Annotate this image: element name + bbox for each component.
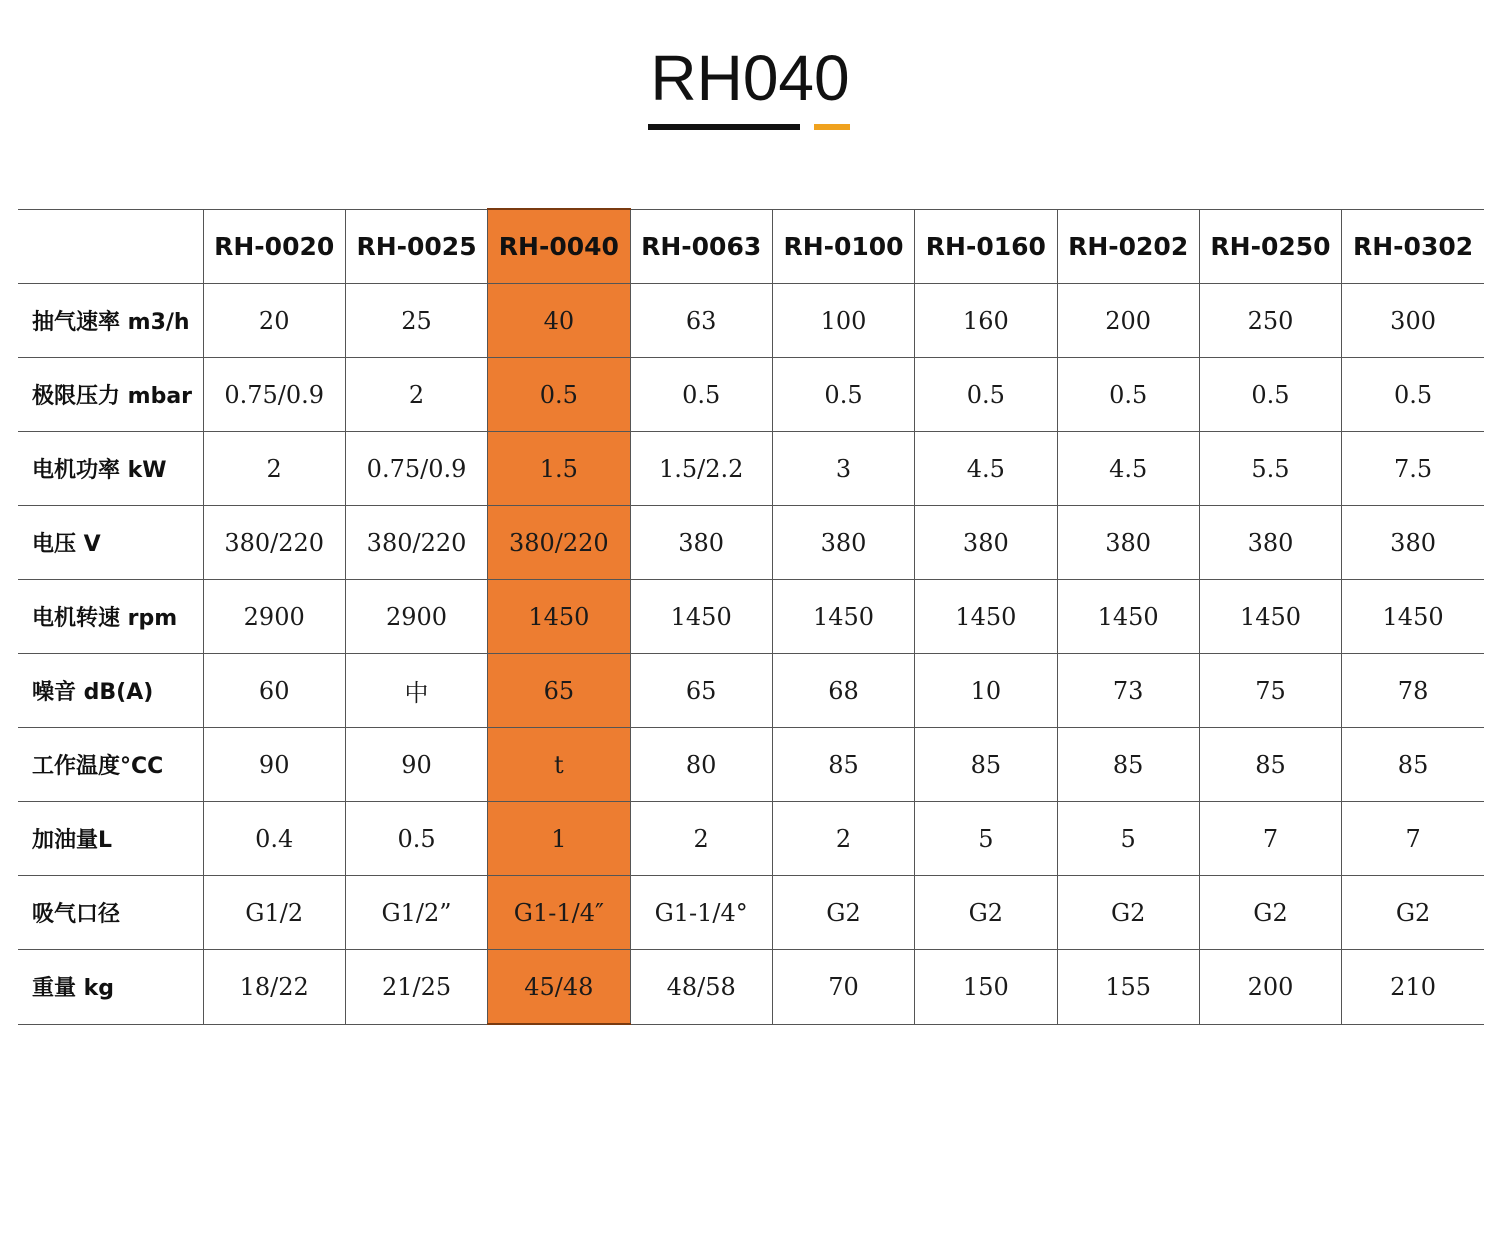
table-cell: 0.5 — [772, 358, 914, 432]
table-cell: G1/2” — [345, 876, 487, 950]
table-cell: 90 — [345, 728, 487, 802]
table-cell: 60 — [203, 654, 345, 728]
table-cell: 210 — [1342, 950, 1484, 1025]
table-cell: 68 — [772, 654, 914, 728]
model-header-rh-0250: RH-0250 — [1199, 209, 1341, 284]
table-cell: 0.5 — [1199, 358, 1341, 432]
table-cell: 300 — [1342, 284, 1484, 358]
table-cell: 380 — [630, 506, 772, 580]
table-cell: 18/22 — [203, 950, 345, 1025]
table-cell: 250 — [1199, 284, 1341, 358]
table-cell: 40 — [488, 284, 630, 358]
table-cell: 70 — [772, 950, 914, 1025]
table-cell: 48/58 — [630, 950, 772, 1025]
table-cell: 45/48 — [488, 950, 630, 1025]
table-cell: 90 — [203, 728, 345, 802]
table-cell: 1 — [488, 802, 630, 876]
table-cell: 73 — [1057, 654, 1199, 728]
model-header-rh-0160: RH-0160 — [915, 209, 1057, 284]
table-cell: 380 — [915, 506, 1057, 580]
table-cell: 4.5 — [1057, 432, 1199, 506]
row-label: 重量 kg — [18, 950, 203, 1025]
table-corner-cell — [18, 209, 203, 284]
model-header-rh-0100: RH-0100 — [772, 209, 914, 284]
table-cell: 5 — [1057, 802, 1199, 876]
table-cell: 3 — [772, 432, 914, 506]
table-row — [18, 950, 1484, 1025]
table-cell: 0.5 — [1342, 358, 1484, 432]
table-cell: 1450 — [488, 580, 630, 654]
table-cell: 85 — [1342, 728, 1484, 802]
table-cell: 380/220 — [488, 506, 630, 580]
model-header-rh-0025: RH-0025 — [345, 209, 487, 284]
table-cell: t — [488, 728, 630, 802]
row-label: 工作温度°CC — [18, 728, 203, 802]
row-label: 加油量L — [18, 802, 203, 876]
table-cell: 155 — [1057, 950, 1199, 1025]
table-cell: 65 — [630, 654, 772, 728]
table-cell: 0.5 — [488, 358, 630, 432]
table-cell: 1.5 — [488, 432, 630, 506]
table-cell: 1.5/2.2 — [630, 432, 772, 506]
row-label: 电压 V — [18, 506, 203, 580]
spec-table — [18, 208, 1484, 1025]
table-cell: 75 — [1199, 654, 1341, 728]
table-cell: 25 — [345, 284, 487, 358]
table-cell: 380 — [1057, 506, 1199, 580]
table-cell: 80 — [630, 728, 772, 802]
table-cell: 1450 — [630, 580, 772, 654]
table-row — [18, 284, 1484, 358]
table-row — [18, 802, 1484, 876]
row-label: 吸气口径 — [18, 876, 203, 950]
table-cell: 0.75/0.9 — [203, 358, 345, 432]
table-cell: 0.5 — [915, 358, 1057, 432]
table-cell: 10 — [915, 654, 1057, 728]
table-cell: 20 — [203, 284, 345, 358]
table-cell: G2 — [1057, 876, 1199, 950]
table-row — [18, 506, 1484, 580]
table-cell: 7 — [1342, 802, 1484, 876]
model-header-rh-0302: RH-0302 — [1342, 209, 1484, 284]
model-header-rh-0040: RH-0040 — [488, 209, 630, 284]
table-cell: 63 — [630, 284, 772, 358]
table-cell: 1450 — [772, 580, 914, 654]
table-cell: G2 — [915, 876, 1057, 950]
table-cell: G1-1/4″ — [488, 876, 630, 950]
table-cell: 7.5 — [1342, 432, 1484, 506]
table-cell: 160 — [915, 284, 1057, 358]
table-cell: 200 — [1199, 950, 1341, 1025]
table-cell: 2 — [345, 358, 487, 432]
table-cell: 2900 — [345, 580, 487, 654]
table-cell: 65 — [488, 654, 630, 728]
title-underline-accent — [814, 124, 850, 130]
row-label: 噪音 dB(A) — [18, 654, 203, 728]
table-header-row — [18, 209, 1484, 284]
table-cell: 2 — [630, 802, 772, 876]
table-cell: 1450 — [1057, 580, 1199, 654]
row-label: 电机转速 rpm — [18, 580, 203, 654]
table-cell: 1450 — [1342, 580, 1484, 654]
table-cell: 200 — [1057, 284, 1199, 358]
table-cell: 0.5 — [1057, 358, 1199, 432]
table-row — [18, 432, 1484, 506]
table-cell: G1/2 — [203, 876, 345, 950]
table-row — [18, 876, 1484, 950]
table-cell: 380 — [772, 506, 914, 580]
row-label: 抽气速率 m3/h — [18, 284, 203, 358]
table-cell: 中 — [345, 654, 487, 728]
table-row — [18, 580, 1484, 654]
table-cell: 0.5 — [345, 802, 487, 876]
table-cell: 0.75/0.9 — [345, 432, 487, 506]
table-cell: G2 — [772, 876, 914, 950]
table-cell: 100 — [772, 284, 914, 358]
table-row — [18, 654, 1484, 728]
table-cell: G2 — [1342, 876, 1484, 950]
table-cell: 2 — [203, 432, 345, 506]
table-cell: 5 — [915, 802, 1057, 876]
row-label: 极限压力 mbar — [18, 358, 203, 432]
table-cell: 380/220 — [345, 506, 487, 580]
table-cell: 5.5 — [1199, 432, 1341, 506]
table-cell: 1450 — [1199, 580, 1341, 654]
table-row — [18, 728, 1484, 802]
table-cell: 380 — [1342, 506, 1484, 580]
table-cell: G2 — [1199, 876, 1341, 950]
table-cell: 4.5 — [915, 432, 1057, 506]
model-header-rh-0063: RH-0063 — [630, 209, 772, 284]
page-title: RH040 — [650, 42, 850, 114]
table-cell: G1-1/4° — [630, 876, 772, 950]
table-cell: 85 — [915, 728, 1057, 802]
table-cell: 380/220 — [203, 506, 345, 580]
model-header-rh-0202: RH-0202 — [1057, 209, 1199, 284]
table-cell: 85 — [1057, 728, 1199, 802]
table-cell: 7 — [1199, 802, 1341, 876]
table-cell: 85 — [772, 728, 914, 802]
table-cell: 150 — [915, 950, 1057, 1025]
table-cell: 1450 — [915, 580, 1057, 654]
table-cell: 2900 — [203, 580, 345, 654]
table-row — [18, 358, 1484, 432]
table-cell: 78 — [1342, 654, 1484, 728]
row-label: 电机功率 kW — [18, 432, 203, 506]
table-cell: 2 — [772, 802, 914, 876]
table-cell: 380 — [1199, 506, 1341, 580]
title-underline — [648, 124, 800, 130]
table-cell: 0.5 — [630, 358, 772, 432]
model-header-rh-0020: RH-0020 — [203, 209, 345, 284]
table-cell: 85 — [1199, 728, 1341, 802]
table-cell: 0.4 — [203, 802, 345, 876]
table-cell: 21/25 — [345, 950, 487, 1025]
